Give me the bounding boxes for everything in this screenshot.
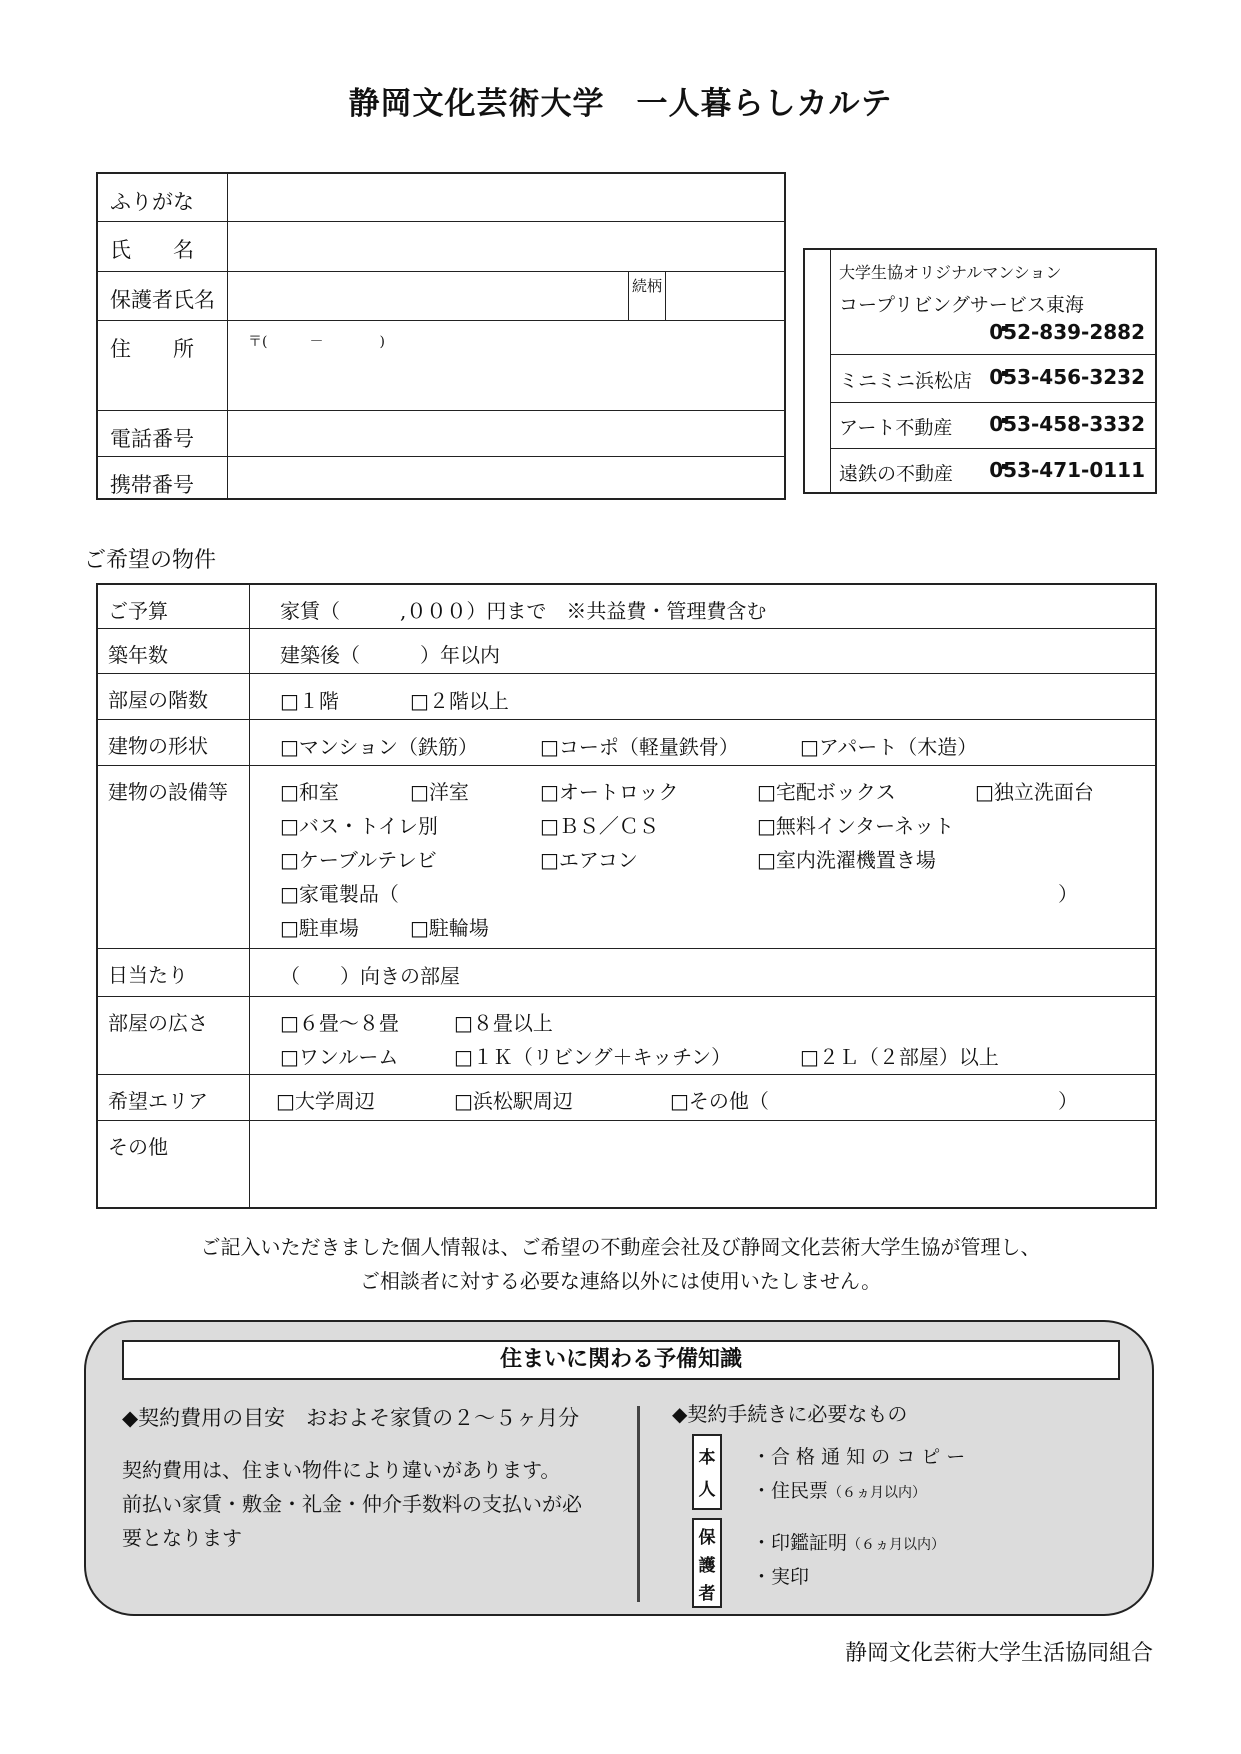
equip-delivery-box[interactable]: □宅配ボックス — [757, 780, 896, 804]
guardian-item-2: ・実印 — [752, 1566, 810, 1588]
cost-body-3: 要となります — [122, 1526, 242, 1550]
contact-name: コープリビングサービス東海 — [839, 294, 1084, 316]
guardian-label-char: 保 — [698, 1528, 716, 1548]
guardian-field[interactable] — [228, 272, 784, 320]
size-2l[interactable]: □２Ｌ（２部屋）以上 — [800, 1045, 999, 1069]
mobile-label: 携帯番号 — [98, 457, 228, 498]
address-row — [98, 321, 784, 411]
privacy-notice — [0, 1230, 1241, 1298]
contact-name: ミニミニ浜松店 — [839, 370, 973, 392]
guardian-label: 保護者氏名 — [98, 272, 228, 320]
address-label: 住 所 — [98, 321, 228, 410]
guardian-label-box — [692, 1518, 722, 1608]
self-label-char: 人 — [698, 1480, 716, 1500]
area-hamamatsu-station[interactable]: □浜松駅周辺 — [454, 1089, 573, 1113]
area-label: 希望エリア — [98, 1075, 250, 1120]
contact-item-minimini — [831, 355, 1155, 403]
floor-label: 部屋の階数 — [98, 674, 250, 719]
notice-line-2: ご相談者に対する必要な連絡以外には使用いたしません。 — [359, 1269, 882, 1293]
contact-phone: 052-839-2882 — [989, 320, 1145, 344]
cost-heading: ◆契約費用の目安 おおよそ家賃の２～５ヶ月分 — [122, 1406, 580, 1430]
mobile-row — [98, 457, 784, 498]
equip-youshitsu[interactable]: □洋室 — [410, 780, 469, 804]
equip-washbasin[interactable]: □独立洗面台 — [975, 780, 1094, 804]
contact-phone: 053-471-0111 — [989, 458, 1145, 482]
cost-body-1: 契約費用は、住まい物件により違いがあります。 — [122, 1458, 561, 1482]
contact-item-coop — [831, 250, 1155, 355]
name-row — [98, 222, 784, 272]
floor-option-2[interactable]: □２階以上 — [410, 689, 509, 713]
budget-text: 家賃（ ,０００）円まで ※共益費・管理費含む — [280, 599, 767, 623]
age-text: 建築後（ ）年以内 — [280, 643, 500, 667]
self-item-1: ・合 格 通 知 の コ ピ ー — [752, 1446, 966, 1468]
equip-parking[interactable]: □駐車場 — [280, 916, 359, 940]
budget-row — [98, 585, 1155, 629]
cost-body-2: 前払い家賃・敷金・礼金・仲介手数料の支払いが必 — [122, 1492, 582, 1516]
contact-name: 遠鉄の不動産 — [839, 463, 954, 485]
size-1k[interactable]: □１Ｋ（リビング＋キッチン） — [454, 1045, 732, 1069]
sun-field[interactable] — [250, 949, 1155, 996]
equip-cable-tv[interactable]: □ケーブルテレビ — [280, 848, 437, 872]
phone-label: 電話番号 — [98, 411, 228, 456]
guardian-row — [98, 272, 784, 321]
shape-option-apart[interactable]: □アパート（木造） — [800, 735, 978, 759]
furigana-row — [98, 174, 784, 222]
age-field[interactable] — [250, 629, 1155, 673]
budget-field[interactable] — [250, 585, 1155, 628]
equip-bath-toilet[interactable]: □バス・トイレ別 — [280, 814, 438, 838]
self-item-2-note: （６ヵ月以内） — [828, 1485, 927, 1501]
age-label: 築年数 — [98, 629, 250, 673]
preferences-heading: ご希望の物件 — [84, 548, 217, 573]
contact-box — [803, 248, 1157, 494]
sun-text: （ ）向きの部屋 — [280, 964, 460, 988]
guardian-label-char: 者 — [698, 1584, 716, 1604]
contact-header: 大学生協オリジナルマンション — [839, 263, 1062, 282]
equip-internet[interactable]: □無料インターネット — [757, 814, 955, 838]
page-title: 静岡文化芸術大学 一人暮らしカルテ — [348, 86, 893, 122]
knowledge-divider — [637, 1406, 640, 1602]
floor-option-1[interactable]: □１階 — [280, 689, 339, 713]
equip-appliances[interactable]: □家電製品（ — [280, 882, 399, 906]
guardian-item-1-note: （６ヵ月以内） — [847, 1537, 946, 1553]
self-label-char: 本 — [698, 1448, 716, 1468]
relation-label: 続柄 — [628, 272, 666, 320]
shape-option-corpo[interactable]: □コーポ（軽量鉄骨） — [540, 735, 739, 759]
area-other-close: ） — [1058, 1089, 1078, 1113]
equip-bs-cs[interactable]: □ＢＳ／ＣＳ — [540, 814, 659, 838]
guardian-label-char: 護 — [698, 1556, 716, 1576]
contact-phone: 053-458-3332 — [989, 412, 1145, 436]
other-field[interactable] — [250, 1121, 1155, 1207]
self-item-2 — [752, 1476, 926, 1503]
area-university[interactable]: □大学周辺 — [276, 1089, 375, 1113]
shape-option-mansion[interactable]: □マンション（鉄筋） — [280, 735, 478, 759]
sun-label: 日当たり — [98, 949, 250, 996]
equip-washer-space[interactable]: □室内洗濯機置き場 — [757, 848, 936, 872]
size-one-room[interactable]: □ワンルーム — [280, 1045, 399, 1069]
name-label: 氏 名 — [98, 222, 228, 271]
guardian-item-1-text: ・印鑑証明 — [752, 1532, 848, 1554]
budget-label: ご予算 — [98, 585, 250, 628]
equip-aircon[interactable]: □エアコン — [540, 848, 638, 872]
other-row — [98, 1121, 1155, 1207]
phone-field[interactable] — [228, 411, 784, 456]
size-label: 部屋の広さ — [98, 997, 250, 1074]
equip-autolock[interactable]: □オートロック — [540, 780, 679, 804]
name-field[interactable] — [228, 222, 784, 271]
contact-phone: 053-456-3232 — [989, 365, 1145, 389]
shape-label: 建物の形状 — [98, 720, 250, 765]
contact-name: アート不動産 — [839, 417, 953, 439]
furigana-label: ふりがな — [98, 174, 228, 221]
contact-item-entetsu — [831, 449, 1155, 494]
knowledge-banner: 住まいに関わる予備知識 — [122, 1340, 1120, 1380]
address-field[interactable] — [228, 321, 784, 410]
phone-row — [98, 411, 784, 457]
contact-gutter — [805, 250, 831, 492]
other-label: その他 — [98, 1121, 250, 1207]
notice-line-1: ご記入いただきました個人情報は、ご希望の不動産会社及び静岡文化芸術大学生協が管理し、 — [200, 1235, 1041, 1259]
contact-item-art — [831, 403, 1155, 449]
equip-bicycle[interactable]: □駐輪場 — [410, 916, 489, 940]
equipment-row — [98, 766, 1155, 949]
area-other[interactable]: □その他（ — [670, 1089, 769, 1113]
size-row — [98, 997, 1155, 1075]
procedure-heading: ◆契約手続きに必要なもの — [672, 1402, 908, 1426]
self-item-2-text: ・住民票 — [752, 1480, 829, 1502]
self-label-box — [692, 1434, 722, 1510]
preferences-table — [96, 583, 1157, 1209]
sun-row — [98, 949, 1155, 997]
size-8-plus[interactable]: □８畳以上 — [454, 1011, 553, 1035]
mobile-field[interactable] — [228, 457, 784, 498]
guardian-item-1 — [752, 1528, 945, 1555]
floor-row — [98, 674, 1155, 720]
equipment-label: 建物の設備等 — [98, 766, 250, 948]
postal-code: 〒( － ) — [248, 334, 385, 350]
shape-row — [98, 720, 1155, 766]
equip-washitsu[interactable]: □和室 — [280, 780, 339, 804]
age-row — [98, 629, 1155, 674]
footer-org: 静岡文化芸術大学生活協同組合 — [844, 1641, 1153, 1666]
area-row — [98, 1075, 1155, 1121]
equip-appliances-close: ） — [1058, 882, 1078, 906]
size-6-8[interactable]: □６畳～８畳 — [280, 1011, 399, 1035]
knowledge-box — [84, 1320, 1154, 1616]
personal-info-table — [96, 172, 786, 500]
furigana-field[interactable] — [228, 174, 784, 221]
